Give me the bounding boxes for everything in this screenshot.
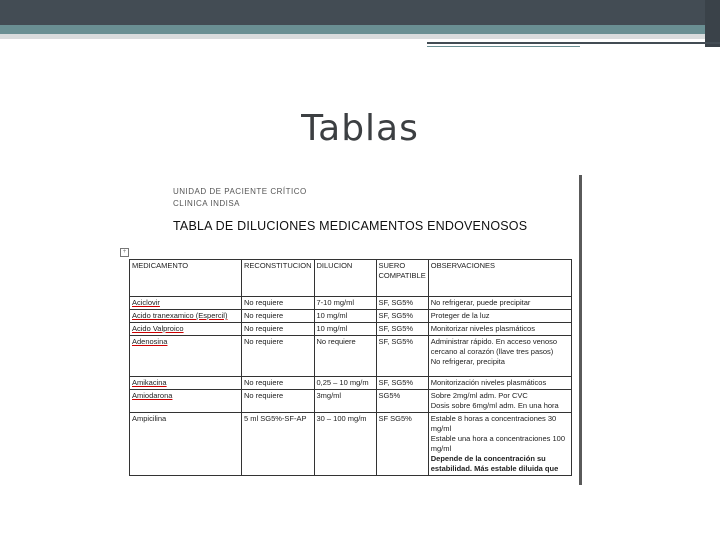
table-row: [130, 336, 572, 377]
cell-observaciones: [428, 390, 571, 413]
obs-line: Estable una hora a concentraciones 100 mg/ml: [430, 434, 565, 453]
cell-reconstitucion: No requiere: [242, 310, 315, 323]
col-header-observaciones: OBSERVACIONES: [428, 260, 571, 297]
cell-dilucion: 7-10 mg/ml: [314, 297, 376, 310]
obs-line: Sobre 2mg/ml adm. Por CVC: [430, 391, 528, 400]
obs-line: No refrigerar, precipita: [430, 357, 505, 366]
cell-dilucion: No requiere: [314, 336, 376, 377]
cell-observaciones: No refrigerar, puede precipitar: [428, 297, 571, 310]
cell-observaciones: [428, 336, 571, 377]
table-row: [130, 310, 572, 323]
cell-suero: SF, SG5%: [376, 336, 428, 377]
doc-unit-header: UNIDAD DE PACIENTE CRÍTICO: [173, 187, 307, 196]
cell-medicamento: Acido Valproico: [130, 323, 242, 336]
cell-observaciones: [428, 413, 571, 476]
cell-medicamento: Amiodarona: [130, 390, 242, 413]
cell-suero: SF, SG5%: [376, 297, 428, 310]
obs-line: Dosis sobre 6mg/ml adm. En una hora: [430, 401, 559, 410]
cell-dilucion: 10 mg/ml: [314, 323, 376, 336]
cell-reconstitucion: No requiere: [242, 336, 315, 377]
table-header-row: [130, 260, 572, 297]
accent-line-secondary: [427, 46, 580, 47]
cell-reconstitucion: No requiere: [242, 297, 315, 310]
table-row: [130, 323, 572, 336]
cell-dilucion: 3mg/ml: [314, 390, 376, 413]
table-anchor-icon[interactable]: +: [120, 248, 129, 257]
cell-reconstitucion: 5 ml SG5%-SF-AP: [242, 413, 315, 476]
document-image: [120, 175, 582, 485]
corner-block: [705, 0, 720, 47]
doc-clinic-header: CLINICA INDISA: [173, 199, 241, 208]
table-row: [130, 413, 572, 476]
cell-observaciones: Monitorización niveles plasmáticos: [428, 377, 571, 390]
cell-suero: SF, SG5%: [376, 310, 428, 323]
cell-dilucion: 10 mg/ml: [314, 310, 376, 323]
table-row: [130, 297, 572, 310]
col-header-suero: SUERO COMPATIBLE: [376, 260, 428, 297]
cell-suero: SF, SG5%: [376, 323, 428, 336]
table-row: [130, 377, 572, 390]
cell-suero: SF, SG5%: [376, 377, 428, 390]
accent-line: [427, 42, 720, 44]
accent-bar-light: [0, 34, 720, 39]
cell-observaciones: Monitorizar niveles plasmáticos: [428, 323, 571, 336]
obs-line: Estable 8 horas a concentraciones 30 mg/ml: [430, 414, 557, 433]
obs-line: Administrar rápido. En acceso venoso cercano al corazón (llave tres pasos): [430, 337, 558, 356]
cell-observaciones: Proteger de la luz: [428, 310, 571, 323]
cell-medicamento: Amikacina: [130, 377, 242, 390]
cell-suero: SF SG5%: [376, 413, 428, 476]
dilution-table: [129, 259, 572, 476]
cell-medicamento: Aciclovir: [130, 297, 242, 310]
slide-title: Tablas: [301, 108, 419, 149]
cell-suero: SG5%: [376, 390, 428, 413]
accent-bar: [0, 25, 720, 34]
top-bar: [0, 0, 720, 25]
cell-medicamento: Adenosina: [130, 336, 242, 377]
obs-line-bold: Depende de la concentración su estabilidad. Más estable diluida que: [430, 454, 559, 473]
cell-medicamento: Ampicilina: [130, 413, 242, 476]
cell-dilucion: 0,25 – 10 mg/m: [314, 377, 376, 390]
cell-reconstitucion: No requiere: [242, 390, 315, 413]
col-header-dilucion: DILUCION: [314, 260, 376, 297]
cell-medicamento: Acido tranexamico (Espercil): [130, 310, 242, 323]
col-header-medicamento: MEDICAMENTO: [130, 260, 242, 297]
cell-dilucion: 30 – 100 mg/m: [314, 413, 376, 476]
document-edge: [579, 175, 582, 485]
col-header-reconstitucion: RECONSTITUCION: [242, 260, 315, 297]
doc-table-title: TABLA DE DILUCIONES MEDICAMENTOS ENDOVENOSOS: [173, 219, 528, 233]
cell-reconstitucion: No requiere: [242, 323, 315, 336]
cell-reconstitucion: No requiere: [242, 377, 315, 390]
table-row: [130, 390, 572, 413]
